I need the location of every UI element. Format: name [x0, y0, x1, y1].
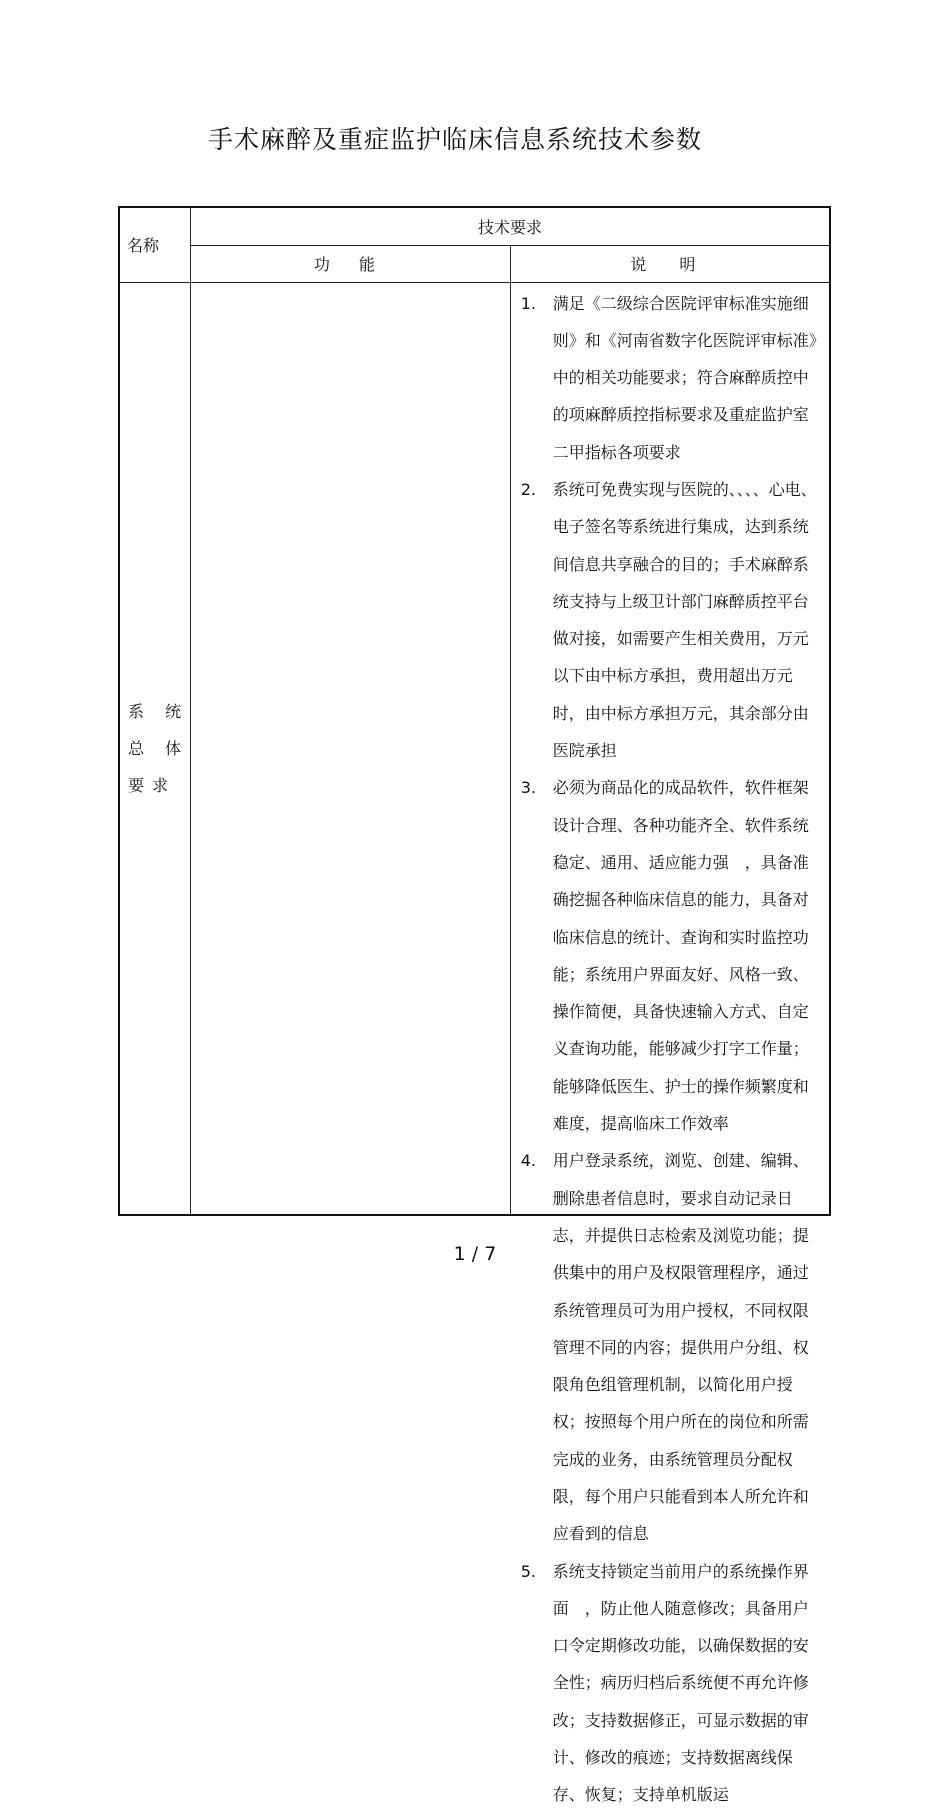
requirements-list — [520, 285, 817, 1805]
item-number: 1. — [520, 293, 537, 313]
item-number: 2. — [520, 479, 537, 499]
item-text: 满足《二级综合医院评审标准实施细则》和《河南省数字化医院评审标准》中的相关功能要求；符合麻醉质控中的项麻醉质控指标要求及重症监护室二甲指标各项要求 — [552, 293, 817, 462]
table-row — [119, 282, 830, 1215]
item-text: 必须为商品化的成品软件，软件框架设计合理、各种功能齐全、软件系统稳定、通用、适应能力强 ，具备准确挖掘各种临床信息的能力，具备对临床信息的统计、查询和实时监控功能；系统用户界面友好、风格一致、操作简便，具备快速输入方式、自定义查询功能，能够减少打字工作量；能够降低医生、护士的操作频繁度和难度，提高临床工作效率 — [552, 778, 809, 1134]
header-requirements: 技术要求 — [191, 207, 831, 245]
header-description: 说 明 — [510, 245, 830, 282]
description-cell — [510, 282, 830, 1805]
item-number: 4. — [520, 1151, 537, 1171]
list-item — [521, 1553, 817, 1814]
item-number: 3. — [520, 778, 537, 798]
header-name: 名称 — [119, 207, 191, 282]
item-text: 系统支持锁定当前用户的系统操作界面 ，防止他人随意修改；具备用户口令定期修改功能，以确保数据的安全性；病历归档后系统便不再允许修改；支持数据修正，可显示数据的审计、修改的痕迹；支持数据离线保存、恢复；支持单机版运 — [552, 1561, 809, 1805]
item-number: 5. — [520, 1561, 537, 1581]
list-item — [521, 1142, 817, 1552]
function-cell — [191, 282, 511, 1215]
list-item — [521, 769, 817, 1142]
category-label-line: 总 体 — [128, 738, 190, 758]
category-label-line: 系 统 — [128, 701, 190, 721]
list-item — [521, 471, 817, 769]
document-title: 手术麻醉及重症监护临床信息系统技术参数 — [207, 125, 702, 154]
header-function: 功 能 — [191, 245, 511, 282]
list-item — [521, 285, 817, 471]
category-label-line: 要求 — [128, 775, 177, 795]
item-text: 用户登录系统，浏览、创建、编辑、删除患者信息时，要求自动记录日志，并提供日志检索及浏览功能；提供集中的用户及权限管理程序，通过系统管理员可为用户授权，不同权限管理不同的内容；提供用户分组、权限角色组管理机制，以简化用户授权；按照每个用户所在的岗位和所需完成的业务，由系统管理员分配权限，每个用户只能看到本人所允许和应看到的信息 — [552, 1151, 809, 1544]
page-number: 1 / 7 — [453, 1243, 497, 1265]
item-text: 系统可免费实现与医院的、、、、心电、电子签名等系统进行集成，达到系统间信息共享融合的目的；手术麻醉系统支持与上级卫计部门麻醉质控平台做对接，如需要产生相关费用，万元以下由中标方承担，费用超出万元时，由中标方承担万元，其余部分由医院承担 — [552, 479, 817, 761]
category-cell — [119, 282, 191, 1215]
